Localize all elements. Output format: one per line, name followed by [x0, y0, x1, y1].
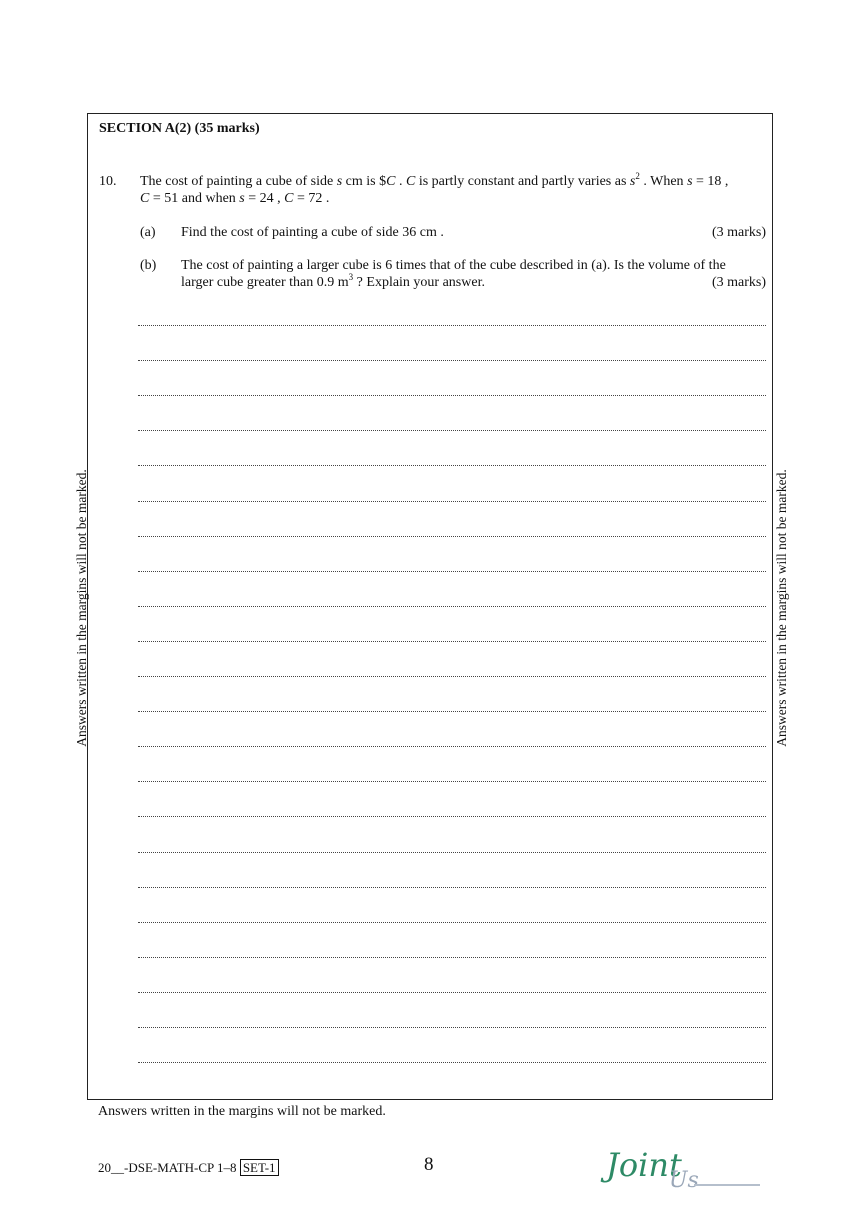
answer-line[interactable]: [138, 887, 766, 888]
set-badge: SET-1: [240, 1159, 279, 1176]
logo-main-text: Joint: [606, 1146, 682, 1184]
answer-line[interactable]: [138, 746, 766, 747]
question-stem: The cost of painting a cube of side s cm is $C . C is partly constant and partly varies as $s^2$ . When s = 18 , C = 51 and when s = 24 , C = 72 .: [140, 171, 729, 206]
right-margin-note: Answers written in the margins will not be marked.: [774, 469, 789, 747]
answer-line[interactable]: [138, 606, 766, 607]
logo-swoosh: [694, 1184, 760, 1186]
answer-line[interactable]: [138, 711, 766, 712]
answer-frame: [87, 113, 773, 1100]
left-margin-note: Answers written in the margins will not be marked.: [74, 469, 89, 747]
answer-line[interactable]: [138, 1027, 766, 1028]
answer-line[interactable]: [138, 430, 766, 431]
answer-line[interactable]: [138, 465, 766, 466]
answer-line[interactable]: [138, 992, 766, 993]
jointus-logo: [606, 1146, 766, 1196]
answer-line[interactable]: [138, 1062, 766, 1063]
answer-line[interactable]: [138, 781, 766, 782]
logo-sub-text: Us: [669, 1168, 699, 1193]
part-a-marks: (3 marks): [711, 225, 766, 240]
answer-line[interactable]: [138, 676, 766, 677]
page-number: 8: [424, 1154, 434, 1175]
part-a-label: (a): [140, 225, 156, 240]
section-title: SECTION A(2) (35 marks): [99, 121, 260, 136]
answer-line[interactable]: [138, 957, 766, 958]
answer-line[interactable]: [138, 852, 766, 853]
question-number: 10.: [99, 174, 117, 189]
bottom-margin-note: Answers written in the margins will not be marked.: [98, 1104, 386, 1119]
answer-line[interactable]: [138, 395, 766, 396]
part-a-text: Find the cost of painting a cube of side 36 cm .: [181, 225, 444, 240]
answer-line[interactable]: [138, 536, 766, 537]
answer-line[interactable]: [138, 816, 766, 817]
answer-line[interactable]: [138, 360, 766, 361]
answer-line[interactable]: [138, 571, 766, 572]
part-b-text: The cost of painting a larger cube is 6 times that of the cube described in (a). Is the volume of the larger cube greater than 0.9 $m^3$ ? Explain your answer.: [181, 258, 726, 290]
answer-line[interactable]: [138, 922, 766, 923]
answer-line[interactable]: [138, 641, 766, 642]
part-b-label: (b): [140, 258, 157, 273]
answer-line[interactable]: [138, 501, 766, 502]
answer-line[interactable]: [138, 325, 766, 326]
part-b-marks: (3 marks): [711, 275, 766, 290]
footer-code: 20__-DSE-MATH-CP 1–8 SET-1: [98, 1160, 279, 1176]
